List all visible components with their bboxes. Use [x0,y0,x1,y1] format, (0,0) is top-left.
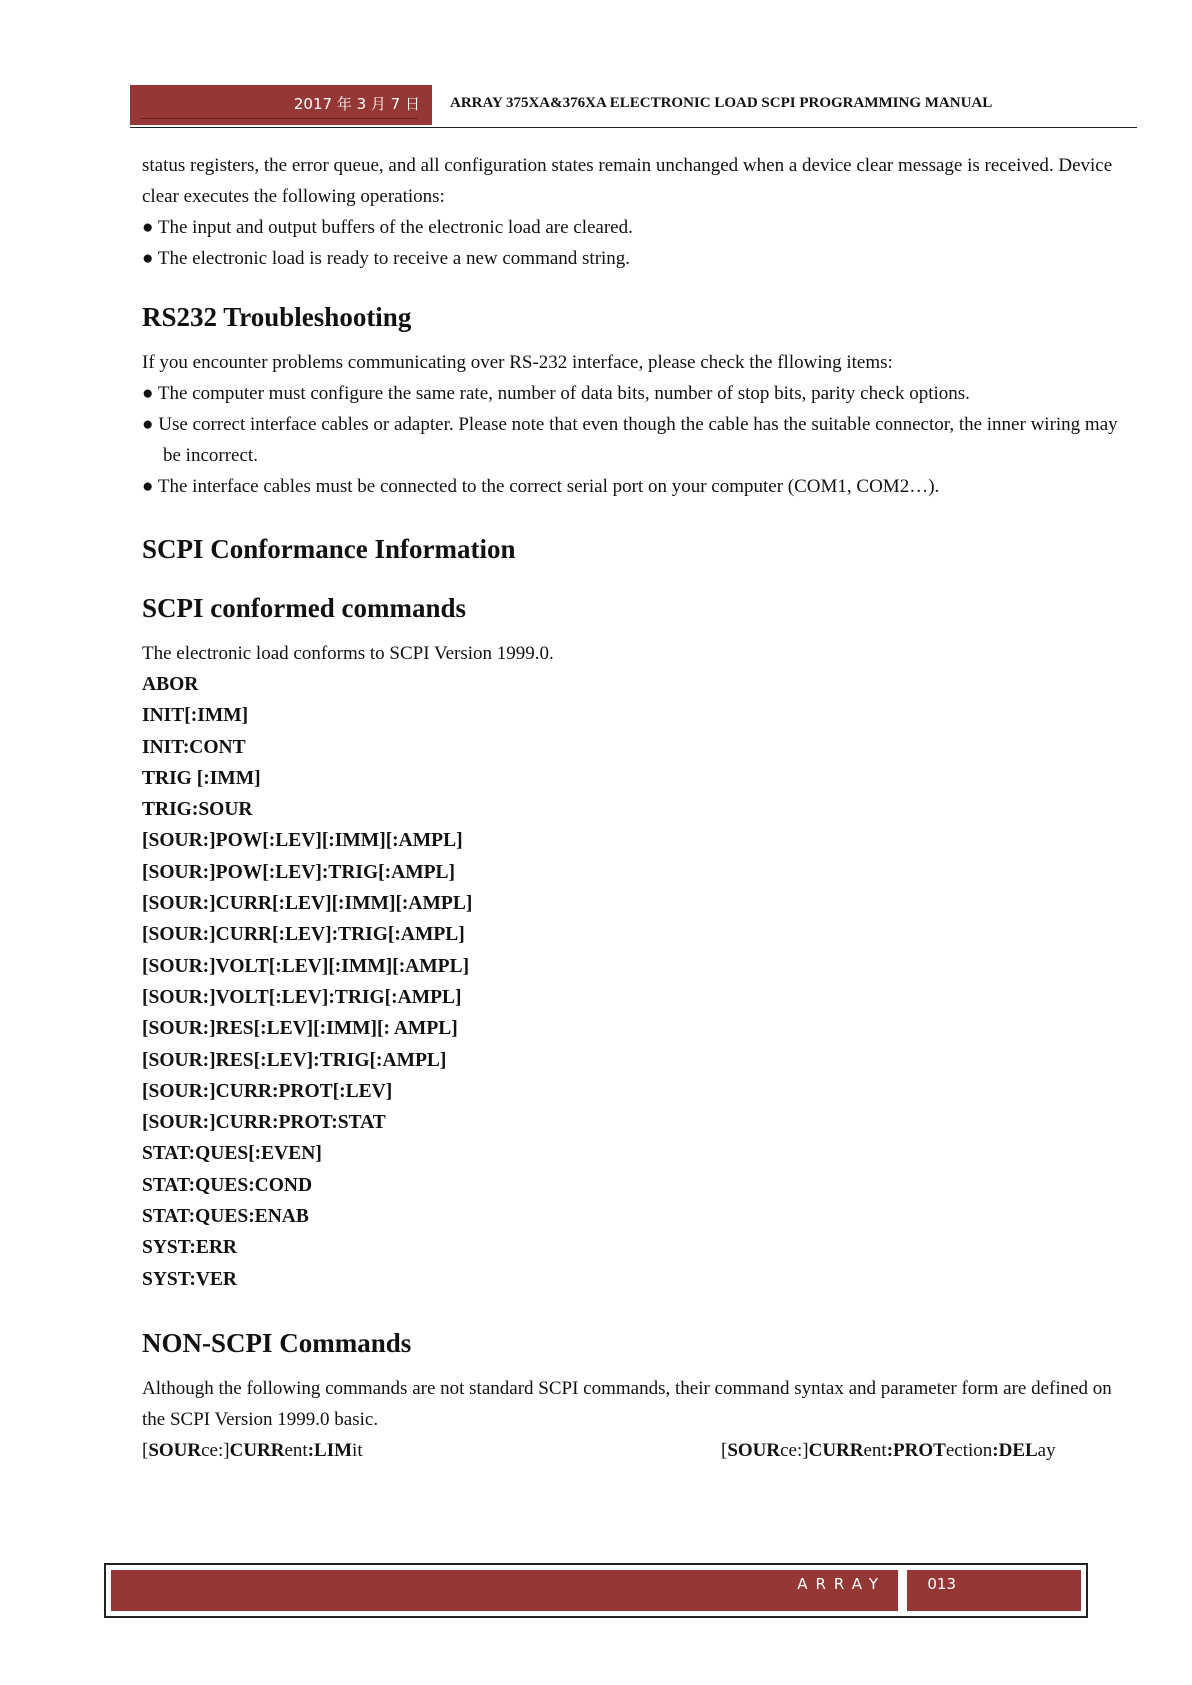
command-fragment: ce:] [780,1439,809,1461]
command-fragment: ent [863,1439,887,1461]
command-fragment: :PROT [886,1439,946,1461]
command-item: [SOUR:]VOLT[:LEV]:TRIG[:AMPL] [142,986,462,1008]
command-fragment: SOUR [727,1439,781,1461]
command-item: SYST:ERR [142,1237,237,1259]
page-header [130,85,1137,128]
nonscpi-paragraph: Although the following commands are not standard SCPI commands, their command syntax and parameter form are defined on the SCPI Version 1999.0 basic. [142,1377,1112,1430]
intro-paragraph: status registers, the error queue, and all configuration states remain unchanged when a device clear message is received. Device clear executes the following operations: [142,155,1113,207]
command-fragment: [ [721,1439,728,1461]
intro-bullet: ● The input and output buffers of the electronic load are cleared. [142,217,633,238]
rs232-bullet: ● The interface cables must be connected to the correct serial port on your computer (COM1, COM2…). [142,476,940,497]
command-item: ABOR [142,674,199,695]
nonscpi-heading: NON-SCPI Commands [142,1327,412,1358]
command-item: STAT:QUES:ENAB [142,1206,309,1228]
page-number: 013 [927,1575,956,1593]
command-item: [SOUR:]CURR:PROT:STAT [142,1112,386,1134]
command-fragment: ent [284,1439,308,1461]
command-item: [SOUR:]CURR:PROT[:LEV] [142,1080,393,1102]
rs232-heading: RS232 Troubleshooting [142,302,412,332]
conformance-paragraph: The electronic load conforms to SCPI Version 1999.0. [142,643,554,664]
command-item: STAT:QUES:COND [142,1174,313,1196]
footer-separator [898,1565,907,1616]
command-fragment: SOUR [148,1439,202,1461]
command-item: INIT:CONT [142,736,246,758]
command-fragment: ection [945,1439,993,1461]
rs232-paragraph: If you encounter problems communicating over RS-232 interface, please check the fllowing items: [142,352,893,373]
header-title: ARRAY 375XA&376XA ELECTRONIC LOAD SCPI PROGRAMMING MANUAL [450,95,993,111]
command-item: STAT:QUES[:EVEN] [142,1143,322,1165]
command-item: [SOUR:]POW[:LEV][:IMM][:AMPL] [142,830,463,852]
intro-bullet: ● The electronic load is ready to receive a new command string. [142,248,631,269]
nonscpi-command [142,1440,363,1461]
nonscpi-command-row [142,1435,1132,1466]
conformance-heading: SCPI Conformance Information [142,534,516,564]
command-item: [SOUR:]CURR[:LEV]:TRIG[:AMPL] [142,924,465,946]
command-fragment: it [352,1439,363,1461]
command-fragment: CURR [808,1439,864,1461]
command-fragment: :DEL [992,1439,1038,1461]
command-item: [SOUR:]POW[:LEV]:TRIG[:AMPL] [142,861,456,883]
command-item: TRIG [:IMM] [142,767,261,789]
conformed-commands-heading: SCPI conformed commands [142,593,466,623]
command-item: SYST:VER [142,1268,237,1290]
rs232-bullet: ● Use correct interface cables or adapter. Please note that even though the cable has the suitable connector, the inner wiring may be incorrect. [142,414,1118,466]
page-footer [104,1563,1088,1618]
header-date: 2017 年 3 月 7 日 [130,85,432,125]
command-item: TRIG:SOUR [142,799,253,821]
command-fragment: [ [142,1439,149,1461]
command-fragment: ce:] [201,1439,230,1461]
rs232-bullet: ● The computer must configure the same rate, number of data bits, number of stop bits, parity check options. [142,383,970,404]
command-list [142,669,1132,1295]
footer-brand: ARRAY [797,1575,886,1593]
command-fragment: CURR [229,1439,285,1461]
command-item: [SOUR:]RES[:LEV]:TRIG[:AMPL] [142,1049,447,1071]
command-item: INIT[:IMM] [142,705,249,727]
command-fragment: ay [1037,1439,1056,1461]
command-fragment: :LIM [307,1439,353,1461]
command-item: [SOUR:]VOLT[:LEV][:IMM][:AMPL] [142,955,470,977]
nonscpi-command [721,1435,1056,1466]
page-content [142,150,1132,1466]
command-item: [SOUR:]CURR[:LEV][:IMM][:AMPL] [142,893,473,915]
command-item: [SOUR:]RES[:LEV][:IMM][: AMPL] [142,1018,458,1040]
